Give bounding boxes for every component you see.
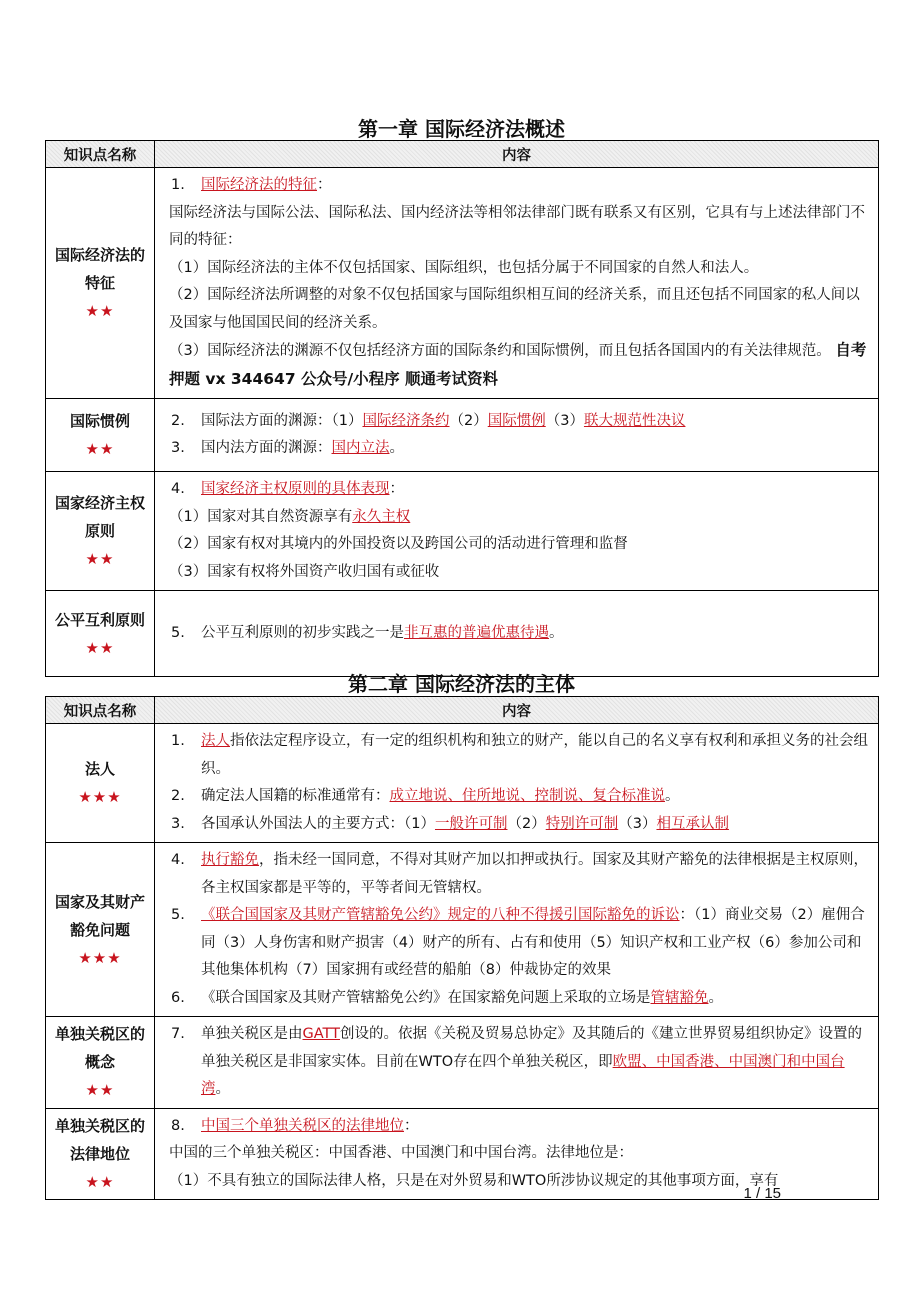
list-item: 3. 国内法方面的渊源：国内立法。 [171, 440, 404, 456]
knowledge-point-name: 国际惯例 ★★ [46, 399, 155, 472]
table-row [46, 1017, 879, 1109]
paragraph: （3）国际经济法的渊源不仅包括经济方面的国际条约和国际惯例，而且包括各国国内的有关法律规范。 自考押题 vx 344647 公众号/小程序 顺通考试资料 [169, 341, 867, 388]
knowledge-point-name: 法人 ★★★ [46, 724, 155, 843]
header-content: 内容 [155, 697, 879, 724]
table-header [46, 697, 879, 724]
knowledge-point-content [155, 399, 879, 472]
importance-stars: ★★ [85, 550, 115, 568]
chapter-1-table [45, 140, 879, 677]
paragraph: （3）国家有权将外国资产收归国有或征收 [169, 563, 440, 580]
table-row [46, 724, 879, 843]
header-content: 内容 [155, 141, 879, 168]
header-name: 知识点名称 [46, 141, 155, 168]
table-row [46, 472, 879, 591]
chapter-2-title: 第二章 国际经济法的主体 [348, 672, 575, 696]
paragraph: （2）国家有权对其境内的外国投资以及跨国公司的活动进行管理和监督 [169, 536, 628, 552]
importance-stars: ★★★ [78, 948, 122, 967]
knowledge-point-content [155, 168, 879, 399]
knowledge-point-name: 单独关税区的概念 ★★ [46, 1017, 155, 1109]
list-item: 7. 单独关税区是由GATT创设的。依据《关税及贸易总协定》及其随后的《建立世界贸易组织协定》设置的单独关税区是非国家实体。目前在WTO存在四个单独关税区，即欧盟、中国香港、中国澳门和中国台湾。 [171, 1026, 862, 1097]
paragraph: （1）国家对其自然资源享有永久主权 [169, 508, 411, 525]
promo-text: 自考押题 vx 344647 公众号/小程序 顺通考试资料 [169, 341, 867, 388]
paragraph: （1）国际经济法的主体不仅包括国家、国际组织，也包括分属于不同国家的自然人和法人。 [169, 259, 759, 276]
table-row [46, 399, 879, 472]
importance-stars: ★★ [85, 1081, 115, 1100]
page-number: 1 / 15 [743, 1185, 781, 1202]
knowledge-point-name: 公平互利原则 ★★ [46, 591, 155, 677]
knowledge-point-name: 单独关税区的法律地位 ★★ [46, 1108, 155, 1200]
importance-stars: ★★ [85, 440, 115, 458]
list-item: 2. 确定法人国籍的标准通常有：成立地说、住所地说、控制说、复合标准说。 [171, 788, 680, 804]
list-item: 4. 国家经济主权原则的具体表现： [171, 481, 404, 497]
list-item: 1. 国际经济法的特征： [171, 177, 332, 193]
list-item: 2. 国际法方面的渊源：（1）国际经济条约（2）国际惯例（3）联大规范性决议 [171, 412, 686, 429]
list-item: 5. 公平互利原则的初步实践之一是非互惠的普遍优惠待遇。 [171, 624, 564, 641]
importance-stars: ★★ [85, 1172, 115, 1191]
paragraph: 国际经济法与国际公法、国际私法、国内经济法等相邻法律部门既有联系又有区别，它具有与上述法律部门不同的特征： [169, 204, 865, 248]
table-row [46, 591, 879, 677]
header-name: 知识点名称 [46, 697, 155, 724]
knowledge-point-content [155, 724, 879, 843]
chapter-2-table [45, 696, 879, 1200]
knowledge-point-name: 国家及其财产豁免问题 ★★★ [46, 843, 155, 1017]
knowledge-point-label: 国际经济法的特征 [54, 246, 145, 292]
knowledge-point-content [155, 472, 879, 591]
list-item: 1. 法人指依法定程序设立，有一定的组织机构和独立的财产，能以自己的名义享有权利和承担义务的社会组织。 [171, 733, 868, 777]
list-item: 8. 中国三个单独关税区的法律地位： [171, 1117, 419, 1134]
table-row [46, 843, 879, 1017]
list-item: 5. 《联合国国家及其财产管辖豁免公约》规定的八种不得援引国际豁免的诉讼：（1）商业交易（2）雇佣合同（3）人身伤害和财产损害（4）财产的所有、占有和使用（5）知识产权和工业产权（6）参加公司和其他集体机构（7）国家拥有或经营的船舶（8）仲裁协定的效果 [171, 907, 865, 978]
knowledge-point-name [46, 168, 155, 399]
list-item: 4. 执行豁免，指未经一国同意，不得对其财产加以扣押或执行。国家及其财产豁免的法律根据是主权原则，各主权国家都是平等的，平等者间无管辖权。 [171, 852, 868, 896]
importance-stars: ★★ [85, 302, 115, 320]
paragraph: （1）不具有独立的国际法律人格，只是在对外贸易和WTO所涉协议规定的其他事项方面，享有 [169, 1172, 779, 1189]
table-row [46, 168, 879, 399]
list-item: 6. 《联合国国家及其财产管辖豁免公约》在国家豁免问题上采取的立场是管辖豁免。 [171, 989, 723, 1006]
table-header [46, 141, 879, 168]
importance-stars: ★★ [85, 638, 115, 657]
knowledge-point-content [155, 1017, 879, 1109]
knowledge-point-content [155, 843, 879, 1017]
list-item: 3. 各国承认外国法人的主要方式：（1）一般许可制（2）特别许可制（3）相互承认制 [171, 815, 729, 832]
knowledge-point-content [155, 591, 879, 677]
importance-stars: ★★★ [78, 788, 122, 806]
knowledge-point-name: 国家经济主权原则 ★★ [46, 472, 155, 591]
chapter-1-title: 第一章 国际经济法概述 [358, 117, 565, 141]
paragraph: 中国的三个单独关税区：中国香港、中国澳门和中国台湾。法律地位是： [169, 1145, 633, 1161]
paragraph: （2）国际经济法所调整的对象不仅包括国家与国际组织相互间的经济关系，而且还包括不同国家的私人间以及国家与他国国民间的经济关系。 [169, 287, 860, 331]
